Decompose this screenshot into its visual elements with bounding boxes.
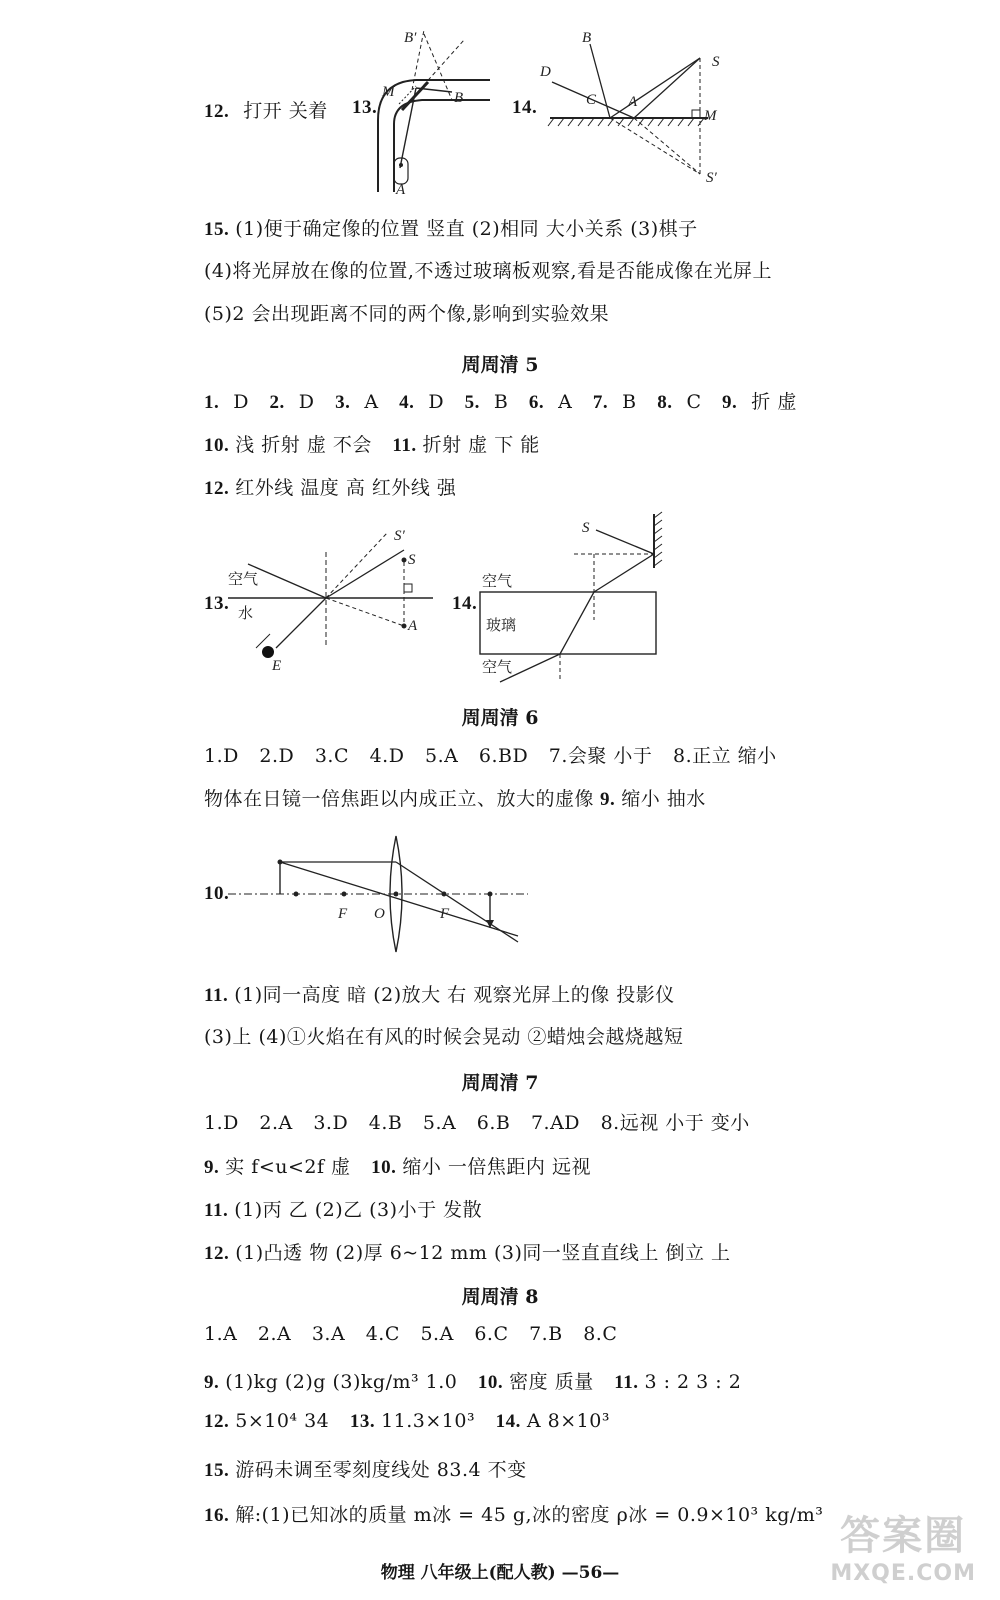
- answer-text: 3 : 2 3 : 2: [644, 1371, 742, 1393]
- week6-row2: [204, 784, 720, 811]
- answer-line-12: [204, 96, 342, 123]
- question-number: 7.: [592, 392, 609, 413]
- week7-row2: [204, 1152, 605, 1179]
- answer-text: D: [298, 391, 315, 413]
- answer-text: 物体在日镜一倍焦距以内成正立、放大的虚像: [204, 788, 595, 810]
- answer-item: 4.D: [369, 745, 405, 767]
- answer-item: 2.A: [257, 1323, 292, 1345]
- answer-item: 4.B: [368, 1112, 403, 1134]
- label-A: A: [396, 182, 406, 198]
- section-title-week6: 周周清 6: [461, 707, 539, 729]
- week5-row2: [204, 430, 554, 457]
- week5-row1: [204, 387, 811, 414]
- figure-14-plane-mirror: [540, 30, 740, 190]
- answer-line-15-3: [204, 299, 623, 326]
- section-title-week5: 周周清 5: [461, 354, 539, 376]
- answer-text: 红外线 温度 高 红外线 强: [235, 477, 457, 499]
- answer-text: 浅 折射 虚 不会: [235, 434, 372, 456]
- answer-text: A: [364, 391, 379, 413]
- answer-text: 实 f<u<2f 虚: [225, 1156, 351, 1178]
- answer-text: (5)2 会出现距离不同的两个像,影响到实验效果: [204, 303, 610, 325]
- question-number: 9.: [204, 1157, 220, 1178]
- answer-item: 6.B: [476, 1112, 511, 1134]
- label-D: D: [540, 64, 551, 80]
- question-number: 13.: [349, 1411, 376, 1432]
- week8-row4: [204, 1455, 541, 1482]
- answer-text: D: [428, 391, 445, 413]
- answer-item: 8.C: [583, 1323, 618, 1345]
- question-number: 1.: [204, 392, 220, 413]
- answer-text: (1)便于确定像的位置 竖直 (2)相同 大小关系 (3)棋子: [235, 218, 698, 240]
- question-number: 3.: [335, 392, 351, 413]
- label-F: F: [338, 906, 348, 922]
- label-E: E: [272, 658, 282, 674]
- question-number: 15.: [204, 219, 230, 240]
- question-number: 12.: [204, 101, 230, 122]
- answer-text: D: [233, 391, 249, 413]
- label-S: S: [582, 520, 590, 536]
- figure-10-convex-lens: [228, 832, 538, 952]
- week6-row3: [204, 980, 689, 1007]
- week8-row2: [204, 1367, 755, 1394]
- answer-text: 缩小 一倍焦距内 远视: [402, 1156, 591, 1178]
- label-B: B: [454, 90, 464, 106]
- label-S-prime: S′: [394, 528, 405, 544]
- question-number: 14.: [495, 1411, 521, 1432]
- answer-text: (1)kg (2)g (3)kg/m³ 1.0: [225, 1371, 458, 1393]
- question-number: 15.: [204, 1460, 230, 1481]
- week7-row1: [204, 1108, 764, 1135]
- answer-text: 缩小 抽水: [621, 788, 706, 810]
- label-B-prime: B′: [404, 30, 417, 46]
- label-M: M: [704, 108, 717, 124]
- figure-13-mirror-corridor: [372, 20, 502, 198]
- answer-text: 密度 质量: [509, 1371, 594, 1393]
- answer-text: A 8×10³: [526, 1410, 610, 1432]
- answer-item: 6.BD: [478, 745, 529, 767]
- answer-text: A: [558, 391, 573, 413]
- answer-item: 4.C: [365, 1323, 400, 1345]
- answer-item: 3.C: [314, 745, 350, 767]
- page-footer: 物理 八年级上(配人教) —56—: [380, 1563, 620, 1583]
- question-number: 12.: [204, 1411, 230, 1432]
- question-number: 11.: [392, 435, 417, 456]
- answer-item: 2.D: [259, 745, 295, 767]
- label-F: F: [440, 906, 450, 922]
- question-number: 6.: [528, 392, 545, 413]
- answer-item: 7.AD: [530, 1112, 581, 1134]
- answer-item: 7.会聚 小于: [548, 745, 653, 767]
- answer-item: 5.A: [424, 745, 459, 767]
- answer-text: 5×10⁴ 34: [235, 1410, 330, 1432]
- answer-line-15-2: [204, 256, 786, 283]
- answer-line-15-1: [204, 214, 712, 241]
- answer-text: (1)同一高度 暗 (2)放大 右 观察光屏上的像 投影仪: [234, 984, 675, 1006]
- question-number: 9.: [204, 1372, 220, 1393]
- label-S-prime: S′: [706, 170, 717, 186]
- question-number: 11.: [204, 985, 229, 1006]
- question-number: 10.: [204, 435, 230, 456]
- question-number: 2.: [269, 392, 285, 413]
- label-O: O: [374, 906, 385, 922]
- answer-item: 7.B: [529, 1323, 563, 1345]
- question-number: 10.: [204, 883, 230, 904]
- section-title-week8: 周周清 8: [461, 1286, 539, 1308]
- answer-text: (3)上 (4)①火焰在有风的时候会晃动 ②蜡烛会越烧越短: [204, 1026, 684, 1048]
- label-S: S: [408, 552, 416, 568]
- answer-item: 1.D: [204, 745, 239, 767]
- label-S: S: [712, 54, 720, 70]
- question-number: 5.: [464, 392, 480, 413]
- section-title-week7: 周周清 7: [461, 1072, 539, 1094]
- answer-text: B: [622, 391, 637, 413]
- week8-row5: [204, 1500, 837, 1527]
- question-number: 9.: [722, 392, 738, 413]
- answer-text: 打开 关着: [243, 100, 328, 122]
- answer-text: (1)凸透 物 (2)厚 6~12 mm (3)同一竖直直线上 倒立 上: [235, 1242, 731, 1264]
- answer-item: 6.C: [474, 1323, 509, 1345]
- label-water: 水: [238, 604, 254, 622]
- answer-item: 8.正立 缩小: [672, 745, 777, 767]
- answer-text: (1)丙 乙 (2)乙 (3)小于 发散: [234, 1199, 483, 1221]
- answer-text: (4)将光屏放在像的位置,不透过玻璃板观察,看是否能成像在光屏上: [204, 260, 772, 282]
- question-number: 10.: [371, 1157, 397, 1178]
- question-number: 16.: [204, 1505, 230, 1526]
- answer-item: 3.A: [311, 1323, 346, 1345]
- label-glass: 玻璃: [486, 616, 517, 634]
- question-number: 12.: [204, 478, 230, 499]
- answer-item: 1.A: [204, 1323, 238, 1345]
- week5-row3: [204, 473, 470, 500]
- answer-text: B: [493, 391, 509, 413]
- answer-text: 折射 虚 下 能: [422, 434, 540, 456]
- question-number: 13.: [352, 97, 378, 118]
- answer-text: 解:(1)已知冰的质量 m冰 = 45 g,冰的密度 ρ冰 = 0.9×10³ kg/m³: [235, 1504, 824, 1526]
- week6-row1: [204, 741, 791, 768]
- label-air: 空气: [228, 570, 259, 588]
- answer-text: 折 虚: [751, 391, 797, 413]
- figure-13-refraction-water: [228, 522, 438, 672]
- answer-item: 5.A: [420, 1323, 454, 1345]
- label-A: A: [408, 618, 418, 634]
- answer-text: 游码未调至零刻度线处 83.4 不变: [235, 1459, 527, 1481]
- question-number: 10.: [477, 1372, 504, 1393]
- week7-row3: [204, 1195, 496, 1222]
- label-M: M: [382, 84, 395, 100]
- answer-item: 3.D: [313, 1112, 349, 1134]
- answer-text: C: [686, 391, 702, 413]
- question-number: 13.: [204, 593, 230, 614]
- watermark-text: 答案圈: [840, 1513, 967, 1559]
- question-number: 4.: [399, 392, 415, 413]
- question-number: 14.: [452, 593, 478, 614]
- label-air: 空气: [482, 658, 513, 676]
- answer-item: 5.A: [422, 1112, 457, 1134]
- label-B: B: [582, 30, 592, 46]
- figure-14-glass-slab: [478, 510, 678, 690]
- week6-row4: [204, 1022, 697, 1049]
- week7-row4: [204, 1238, 745, 1265]
- watermark-url: MXQE.COM: [830, 1561, 976, 1586]
- question-number: 9.: [600, 789, 616, 810]
- week8-row1: [204, 1323, 631, 1345]
- answer-item: 1.D: [204, 1112, 239, 1134]
- answer-text: 11.3×10³: [381, 1410, 476, 1432]
- question-number: 11.: [204, 1200, 229, 1221]
- week8-row3: [204, 1410, 624, 1433]
- label-A: A: [628, 94, 638, 110]
- label-C: C: [586, 92, 597, 108]
- watermark-logo: [830, 1504, 976, 1586]
- question-number: 11.: [614, 1372, 639, 1393]
- question-number: 8.: [657, 392, 673, 413]
- label-air: 空气: [482, 572, 513, 590]
- answer-item: 8.远视 小于 变小: [600, 1112, 750, 1134]
- answer-item: 2.A: [259, 1112, 293, 1134]
- question-number: 12.: [204, 1243, 230, 1264]
- question-number: 14.: [512, 97, 538, 118]
